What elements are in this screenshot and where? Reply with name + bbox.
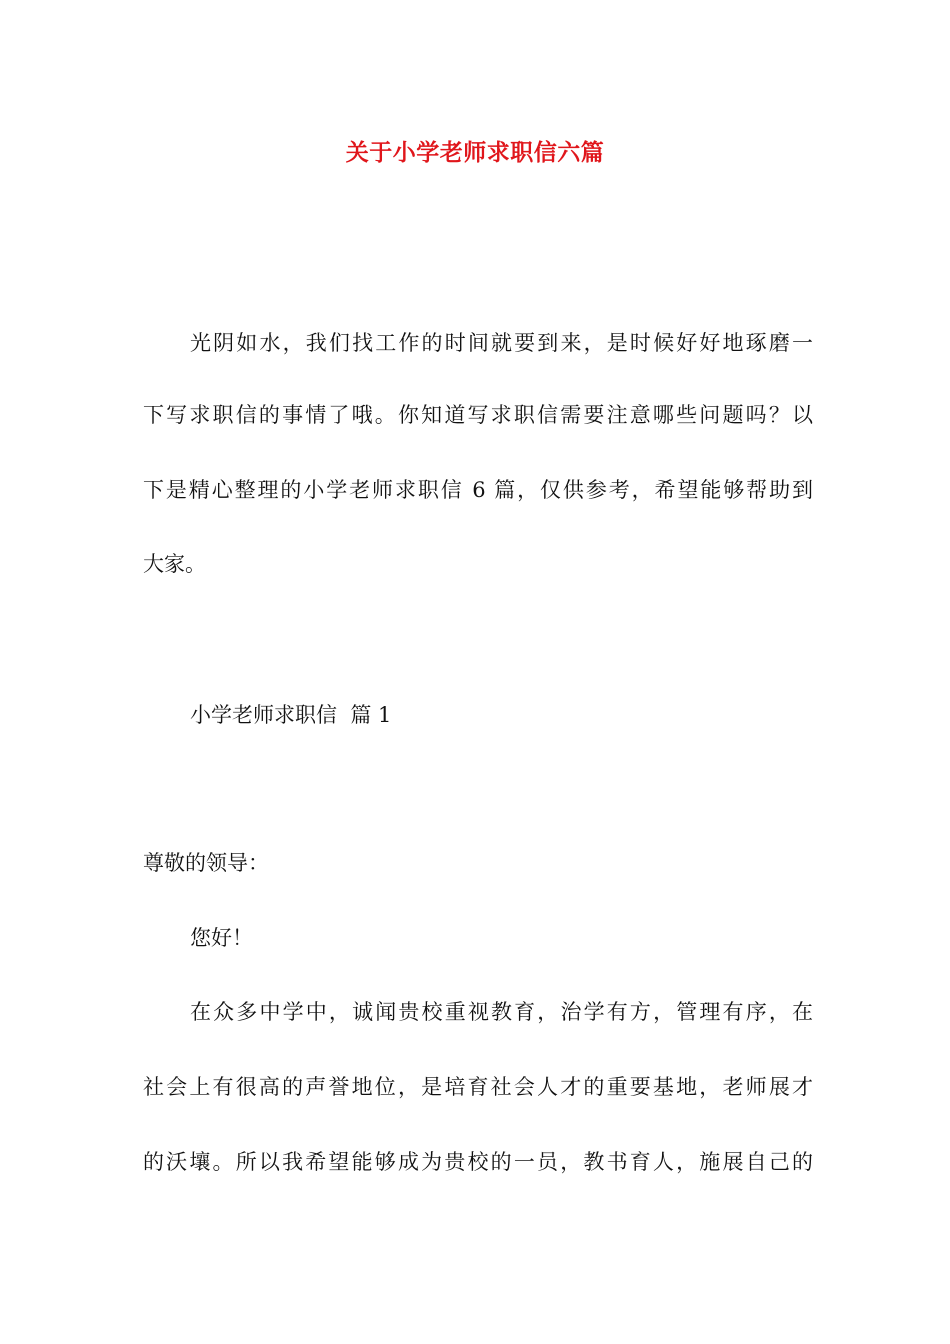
intro-line-4: 大家。 [143, 552, 206, 576]
body-line-1: 在众多中学中，诚闻贵校重视教育，治学有方，管理有序，在 [190, 1000, 813, 1024]
salutation: 尊敬的领导： [143, 851, 269, 875]
intro-line-2: 下写求职信的事情了哦。你知道写求职信需要注意哪些问题吗？以 [143, 403, 813, 427]
intro-line-1: 光阴如水，我们找工作的时间就要到来，是时候好好地琢磨一 [190, 331, 813, 355]
document-title: 关于小学老师求职信六篇 [345, 140, 605, 166]
intro-line-3: 下是精心整理的小学老师求职信 6 篇，仅供参考，希望能够帮助到 [143, 478, 813, 502]
body-line-3: 的沃壤。所以我希望能够成为贵校的一员，教书育人，施展自己的 [143, 1150, 813, 1174]
body-line-2: 社会上有很高的声誉地位，是培育社会人才的重要基地，老师展才 [143, 1075, 813, 1099]
section-heading: 小学老师求职信 篇 1 [190, 703, 392, 727]
greeting: 您好！ [190, 926, 253, 950]
